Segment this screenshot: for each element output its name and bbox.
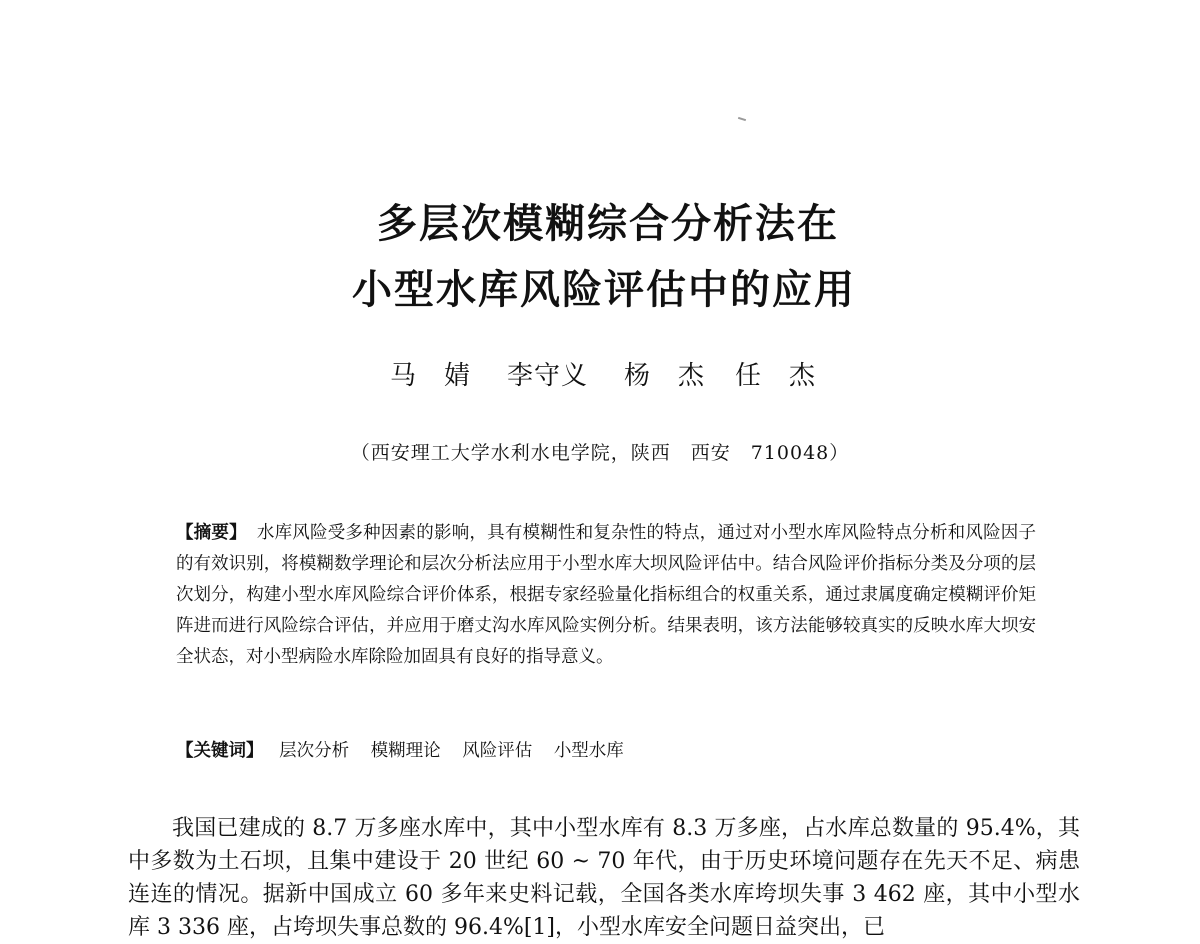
body-paragraph: 我国已建成的 8.7 万多座水库中，其中小型水库有 8.3 万多座，占水库总数量的 95.4%，其中多数为土石坝，且集中建设于 20 世纪 60 ~ 70 年代，由于历史环境问题存在先天不足、病患连连的情况。据新中国成立 60 多年来史料记载，全国各类水库垮坝失事 3 462 座，其中小型水库 3 336 座，占垮坝失事总数的 96.4%[1]，小型水库安全问题日益突出，已 [128,816,1080,940]
scan-speck [738,117,746,121]
author-2: 李守义 [506,361,588,391]
keyword-1: 层次分析 [279,741,350,761]
authors [0,356,1200,396]
keywords-label: 【关键词】 [176,741,264,761]
author-4: 任 杰 [735,361,817,391]
abstract-label: 【摘要】 [176,523,247,543]
keywords [176,736,1036,767]
keyword-3: 风险评估 [462,741,533,761]
keyword-2: 模糊理论 [370,741,441,761]
abstract-text: 水库风险受多种因素的影响，具有模糊性和复杂性的特点，通过对小型水库风险特点分析和风险因子的有效识别，将模糊数学理论和层次分析法应用于小型水库大坝风险评估中。结合风险评价指标分类及分项的层次划分，构建小型水库风险综合评价体系，根据专家经验量化指标组合的权重关系，通过隶属度确定模糊评价矩阵进而进行风险综合评估，并应用于磨丈沟水库风险实例分析。结果表明，该方法能够较真实的反映水库大坝安全状态，对小型病险水库除险加固具有良好的指导意义。 [176,523,1037,667]
affiliation: （西安理工大学水利水电学院，陕西 西安 710048） [350,442,850,464]
title-line-1: 多层次模糊综合分析法在 [377,201,839,247]
abstract [176,518,1036,673]
author-1: 马 婧 [389,361,471,391]
author-3: 杨 杰 [624,361,706,391]
title-line-2: 小型水库风险评估中的应用 [352,267,856,313]
keyword-4: 小型水库 [553,741,624,761]
